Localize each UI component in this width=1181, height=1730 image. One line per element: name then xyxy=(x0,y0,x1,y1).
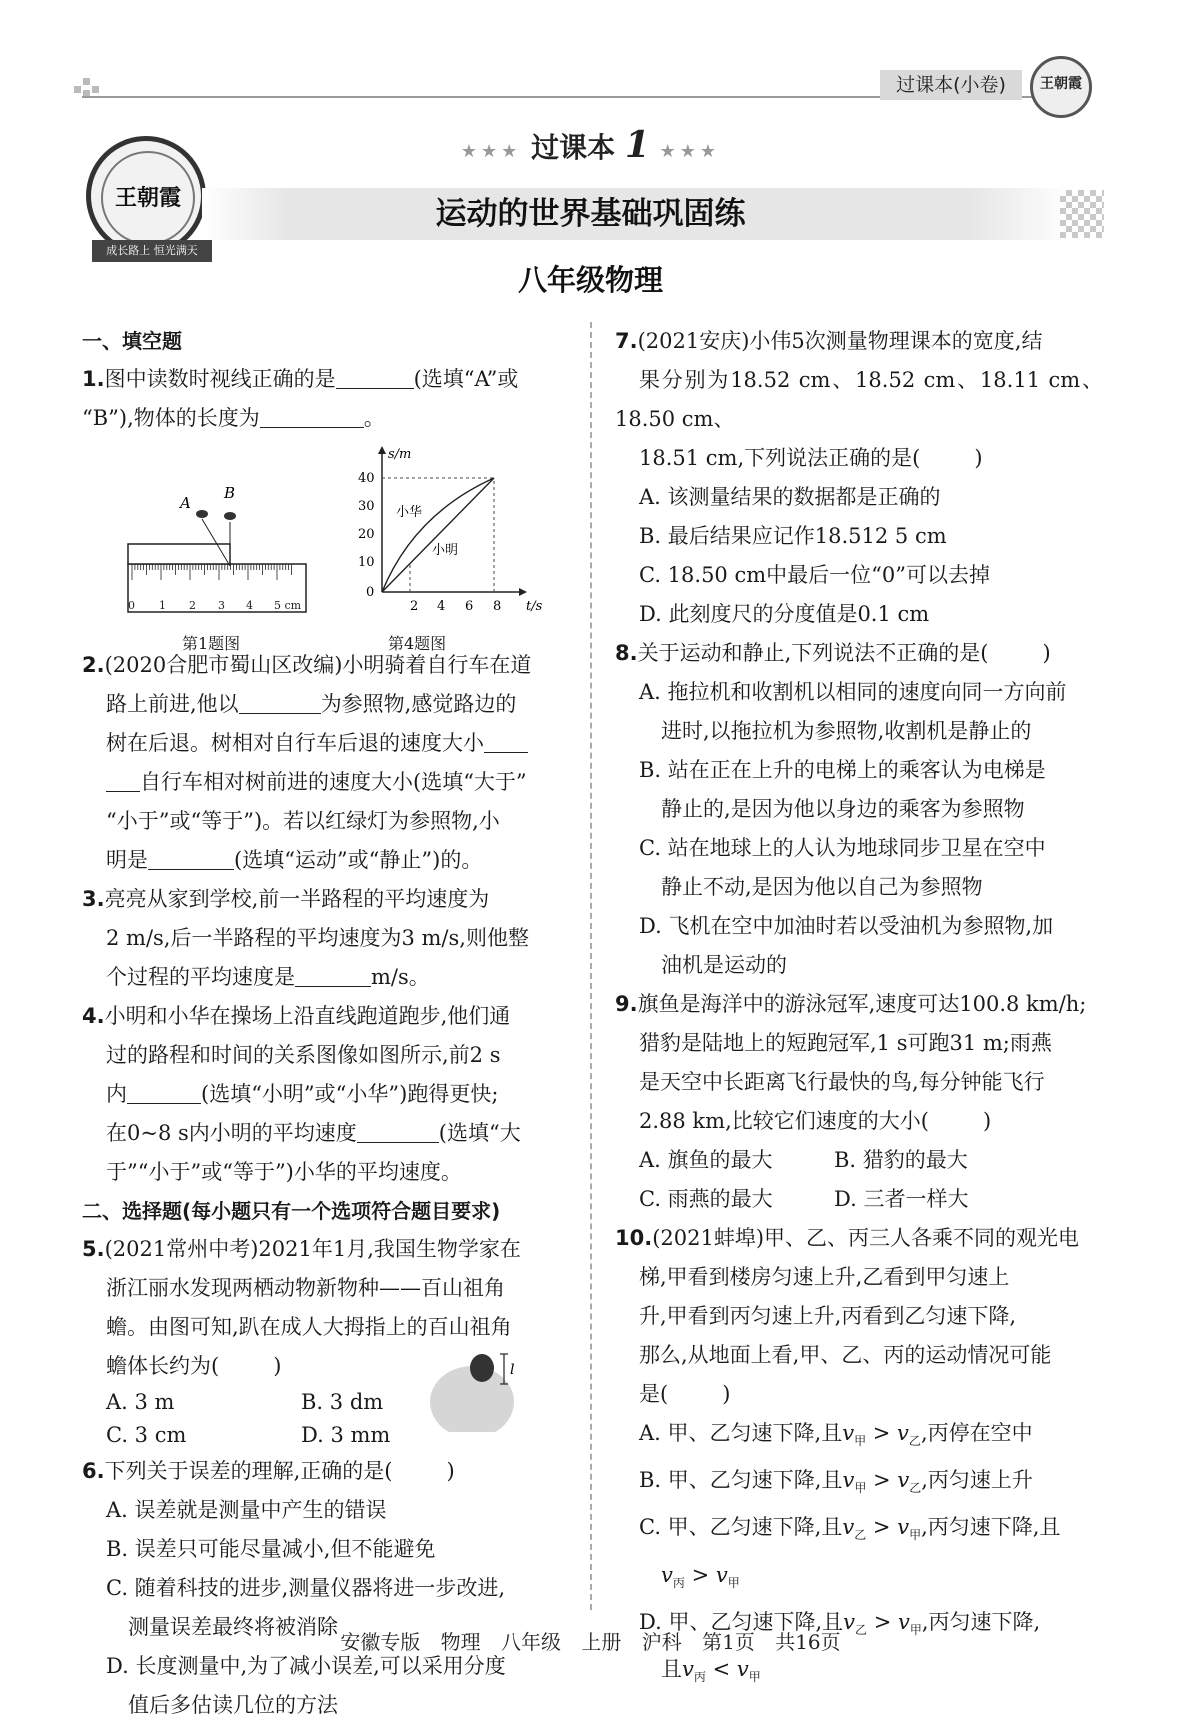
q4-text: (选填“大 xyxy=(438,1121,521,1145)
eye-b-icon xyxy=(224,512,236,520)
question-6 xyxy=(82,1452,570,1725)
option-a[interactable]: A. 误差就是测量中产生的错误 xyxy=(106,1498,387,1522)
thumb-toad-figure xyxy=(422,1342,532,1432)
option-d-line: 油机是运动的 xyxy=(661,953,787,977)
var-v: v xyxy=(842,1468,855,1493)
y-axis-label: s/m xyxy=(388,447,412,462)
label-xiaohua: 小华 xyxy=(396,505,423,520)
option-text: ,丙匀速下降,且 xyxy=(921,1515,1061,1540)
q2-text: (选填“运动”或“静止”)的。 xyxy=(234,848,483,872)
question-number: 4. xyxy=(82,1004,105,1028)
kicker-text: 过课本 xyxy=(531,131,616,164)
y-tick: 0 xyxy=(366,585,375,600)
q3-text: m/s。 xyxy=(371,965,430,989)
question-number: 9. xyxy=(615,992,638,1016)
q4-text: 过的路程和时间的关系图像如图所示,前2 s xyxy=(106,1043,501,1067)
answer-blank[interactable] xyxy=(357,1121,439,1143)
option-a[interactable]: A. 甲、乙匀速下降,且$v_甲 > v_乙$,丙停在空中 xyxy=(639,1421,1033,1449)
question-number: 8. xyxy=(615,641,638,665)
page-subtitle: 八年级物理 xyxy=(517,263,663,297)
corner-dots xyxy=(74,74,104,98)
question-9 xyxy=(615,985,1103,1219)
q2-text: 路上前进,他以 xyxy=(106,692,239,716)
line-xiaoming xyxy=(382,478,494,592)
figures-row xyxy=(82,444,570,653)
option-b[interactable]: B. 3 dm xyxy=(301,1390,384,1414)
var-v: v xyxy=(843,1609,855,1634)
figure-1-ruler xyxy=(122,474,322,624)
eye-a-icon xyxy=(196,510,208,518)
section-multiple-choice: 二、选择题(每小题只有一个选项符合题目要求) xyxy=(82,1199,501,1223)
q5-text: 蟾体长约为( xyxy=(106,1354,220,1378)
q7-text: (2021安庆)小伟5次测量物理课本的宽度,结 xyxy=(637,329,1043,353)
q6-text: ) xyxy=(446,1459,455,1483)
var-v: v xyxy=(715,1562,728,1587)
question-8 xyxy=(615,634,1103,985)
y-tick: 20 xyxy=(358,527,375,542)
question-7 xyxy=(615,322,1103,634)
q7-text: 果分别为18.52 cm、18.52 cm、18.11 cm、18.50 cm、 xyxy=(615,368,1103,431)
answer-blank[interactable] xyxy=(484,731,528,753)
q5-text: 蟾。由图可知,趴在成人大拇指上的百山祖角 xyxy=(106,1315,512,1339)
brand-badge-small: 王朝霞 xyxy=(1030,56,1092,118)
q3-text: 2 m/s,后一半路程的平均速度为3 m/s,则他整 xyxy=(106,926,529,950)
tick-label: 1 xyxy=(159,599,166,612)
option-b[interactable]: B. 最后结果应记作18.512 5 cm xyxy=(639,524,947,548)
section-fill-blank: 一、填空题 xyxy=(82,329,182,353)
option-b-line: 静止的,是因为他以身边的乘客为参照物 xyxy=(661,797,1025,821)
sub-jia: 甲 xyxy=(854,1481,867,1496)
q9-text: ) xyxy=(982,1109,992,1133)
q4-text: 于”“小于”或“等于”)小华的平均速度。 xyxy=(106,1160,462,1184)
var-v: v xyxy=(897,1515,910,1540)
q9-text: 旗鱼是海洋中的游泳冠军,速度可达100.8 km/h; xyxy=(637,992,1087,1016)
option-text: C. 甲、乙匀速下降,且 xyxy=(639,1515,843,1540)
option-text: ,丙停在空中 xyxy=(920,1421,1033,1445)
tick-label: 2 xyxy=(189,599,196,612)
y-tick: 40 xyxy=(358,471,375,486)
label-xiaoming: 小明 xyxy=(432,543,459,558)
x-tick: 4 xyxy=(437,599,446,614)
sub-bing: 丙 xyxy=(693,1670,706,1685)
x-tick-labels xyxy=(410,599,501,614)
q3-text: 个过程的平均速度是 xyxy=(106,965,295,989)
var-v: v xyxy=(842,1515,855,1540)
option-text: 且 xyxy=(661,1656,682,1681)
option-d[interactable]: D. 三者一样大 xyxy=(834,1187,969,1211)
q4-text: 在0~8 s内小明的平均速度 xyxy=(106,1121,357,1145)
right-column xyxy=(615,322,1103,1697)
option-text: B. 甲、乙匀速下降,且 xyxy=(639,1468,843,1493)
label-a: A xyxy=(180,494,191,512)
q5-text: 浙江丽水发现两栖动物新物种——百山祖角 xyxy=(106,1276,505,1300)
var-v: v xyxy=(897,1609,910,1634)
page-title: 运动的世界基础巩固练 xyxy=(435,196,746,232)
answer-blank[interactable] xyxy=(148,848,234,870)
q10-text: 那么,从地面上看,甲、乙、丙的运动情况可能 xyxy=(639,1343,1052,1367)
thumb-icon xyxy=(430,1366,514,1432)
left-column xyxy=(82,322,570,1725)
x-tick: 8 xyxy=(493,599,502,614)
option-a-line: 进时,以拖拉机为参照物,收割机是静止的 xyxy=(661,719,1032,743)
tick-label: 0 xyxy=(128,599,135,612)
option-text: A. 甲、乙匀速下降,且 xyxy=(639,1421,843,1445)
option-c[interactable]: C. 18.50 cm中最后一位“0”可以去掉 xyxy=(639,563,990,587)
option-a[interactable]: A. 3 m xyxy=(106,1390,175,1414)
option-c[interactable]: C. 3 cm xyxy=(106,1423,187,1447)
q5-text: ) xyxy=(273,1354,282,1378)
q9-options-row xyxy=(615,1141,1103,1180)
answer-blank[interactable] xyxy=(295,965,371,987)
question-number: 2. xyxy=(82,653,105,677)
q1-text: “B”),物体的长度为 xyxy=(82,406,260,430)
x-axis-label: t/s xyxy=(526,599,543,614)
question-number: 6. xyxy=(82,1459,105,1483)
sub-yi: 乙 xyxy=(855,1622,868,1637)
option-d[interactable] xyxy=(82,1647,570,1725)
q4-text: 内 xyxy=(106,1082,127,1106)
q1-text: (选填“A”或 xyxy=(413,367,519,391)
sub-jia: 甲 xyxy=(748,1670,761,1685)
q7-text: 18.51 cm,下列说法正确的是( xyxy=(639,446,921,470)
question-number: 5. xyxy=(82,1237,105,1261)
x-tick: 2 xyxy=(410,599,419,614)
tick-label: 3 xyxy=(218,599,225,612)
question-2 xyxy=(82,646,570,880)
q2-text: 树在后退。树相对自行车后退的速度大小 xyxy=(106,731,484,755)
option-c-line: C. 站在地球上的人认为地球同步卫星在空中 xyxy=(639,836,1046,860)
measured-object xyxy=(128,544,230,564)
var-v: v xyxy=(682,1656,694,1681)
q4-text: (选填“小明”或“小华”)跑得更快; xyxy=(201,1082,499,1106)
q2-text: “小于”或“等于”)。若以红绿灯为参照物,小 xyxy=(106,809,500,833)
option-d[interactable]: D. 3 mm xyxy=(301,1423,391,1447)
var-v: v xyxy=(661,1562,673,1587)
option-d-line: D. 长度测量中,为了减小误差,可以采用分度 xyxy=(106,1654,506,1678)
answer-blank[interactable] xyxy=(260,406,364,428)
option-text: ,丙匀速上升 xyxy=(921,1468,1033,1493)
figure-1-caption: 第1题图 xyxy=(182,634,241,653)
option-c-line: 静止不动,是因为他以自己为参照物 xyxy=(661,875,983,899)
option-d[interactable]: D. 此刻度尺的分度值是0.1 cm xyxy=(639,602,930,626)
q5-text: (2021常州中考)2021年1月,我国生物学家在 xyxy=(104,1237,521,1261)
column-divider xyxy=(590,322,592,1610)
option-a[interactable]: A. 旗鱼的最大 xyxy=(639,1148,773,1172)
q2-text: 自行车相对树前进的速度大小(选填“大于” xyxy=(140,770,527,794)
option-c[interactable]: C. 甲、乙匀速下降,且$v_乙 > v_甲$,丙匀速下降,且 $v_丙 > v_甲$ xyxy=(639,1515,1061,1590)
q9-options-row xyxy=(615,1180,1103,1219)
brand-slogan: 成长路上 恒光满天 xyxy=(92,240,212,262)
page-footer: 安徽专版 物理 八年级 上册 沪科 第1页 共16页 xyxy=(340,1630,841,1654)
q6-text: 下列关于误差的理解,正确的是( xyxy=(104,1459,393,1483)
figure-4-caption: 第4题图 xyxy=(388,634,447,653)
option-d-line: D. 飞机在空中加油时若以受油机为参照物,加 xyxy=(639,914,1054,938)
answer-blank[interactable] xyxy=(106,770,140,792)
y-tick: 30 xyxy=(358,499,375,514)
question-5 xyxy=(82,1230,570,1452)
figure-4-graph xyxy=(344,444,544,626)
section-kicker: ★★★ 过课本 1 ★★★ xyxy=(460,124,721,166)
option-a[interactable] xyxy=(615,673,1103,751)
header-tab: 过课本(小卷) xyxy=(880,70,1022,100)
answer-blank[interactable] xyxy=(239,692,321,714)
q9-text: 2.88 km,比较它们速度的大小( xyxy=(639,1109,929,1133)
answer-blank[interactable] xyxy=(127,1082,201,1104)
question-4 xyxy=(82,997,570,1192)
length-label: l xyxy=(510,1362,515,1378)
y-tick-labels xyxy=(358,471,375,600)
brand-logo-text: 王朝霞 xyxy=(101,151,195,245)
x-tick: 6 xyxy=(465,599,474,614)
sub-yi: 乙 xyxy=(909,1481,922,1496)
y-axis-arrow-icon xyxy=(378,446,386,454)
q1-text: 图中读数时视线正确的是 xyxy=(104,367,336,391)
q1-text: 。 xyxy=(363,406,385,430)
q4-text: 小明和小华在操场上沿直线跑道跑步,他们通 xyxy=(104,1004,511,1028)
option-c[interactable]: C. 雨燕的最大 xyxy=(639,1187,773,1211)
kicker-number: 1 xyxy=(624,124,650,166)
q8-text: ) xyxy=(1042,641,1051,665)
question-number: 7. xyxy=(615,329,638,353)
q2-text: 明是 xyxy=(106,848,148,872)
sub-jia: 甲 xyxy=(909,1528,922,1543)
q2-text: (2020合肥市蜀山区改编)小明骑着自行车在道 xyxy=(104,653,532,677)
tick-label: 4 xyxy=(246,599,253,612)
q7-text: ) xyxy=(974,446,983,470)
y-tick: 10 xyxy=(358,555,375,570)
option-d-line: 值后多估读几位的方法 xyxy=(128,1693,338,1717)
option-text: D. 甲、乙匀速下降,且 xyxy=(639,1609,844,1634)
q10-text: (2021蚌埠)甲、乙、丙三人各乘不同的观光电 xyxy=(652,1226,1080,1250)
option-b[interactable]: B. 猎豹的最大 xyxy=(834,1148,968,1172)
option-b-line: B. 站在正在上升的电梯上的乘客认为电梯是 xyxy=(639,758,1046,782)
sub-jia: 甲 xyxy=(854,1434,867,1449)
option-c-line: C. 随着科技的进步,测量仪器将进一步改进, xyxy=(106,1576,506,1600)
option-b[interactable]: B. 误差只可能尽量减小,但不能避免 xyxy=(106,1537,436,1561)
q10-text: ) xyxy=(722,1382,731,1406)
question-number: 3. xyxy=(82,887,105,911)
option-b[interactable] xyxy=(615,751,1103,829)
x-axis-arrow-icon xyxy=(519,588,527,596)
question-1 xyxy=(82,360,570,438)
option-c[interactable] xyxy=(615,829,1103,907)
option-c-line: 测量误差最终将被消除 xyxy=(128,1615,338,1639)
q9-text: 是天空中长距离飞行最快的鸟,每分钟能飞行 xyxy=(639,1070,1045,1094)
q2-text: 为参照物,感觉路边的 xyxy=(320,692,517,716)
tick-label: 5 cm xyxy=(274,599,302,612)
sub-yi: 乙 xyxy=(908,1434,921,1449)
sub-jia: 甲 xyxy=(909,1622,922,1637)
q3-text: 亮亮从家到学校,前一半路程的平均速度为 xyxy=(104,887,490,911)
question-3 xyxy=(82,880,570,997)
option-d[interactable] xyxy=(615,907,1103,985)
toad-icon xyxy=(470,1354,494,1382)
option-a[interactable]: A. 该测量结果的数据都是正确的 xyxy=(639,485,941,509)
label-b: B xyxy=(224,484,236,502)
sub-jia: 甲 xyxy=(727,1575,740,1590)
option-d[interactable]: D. 甲、乙匀速下降,且$v_乙 > v_甲$,丙匀速下降, 且$v_丙 < v_甲$ xyxy=(639,1609,1041,1685)
var-v: v xyxy=(736,1656,749,1681)
q9-text: 猎豹是陆地上的短跑冠军,1 s可跑31 m;雨燕 xyxy=(639,1031,1052,1055)
var-v: v xyxy=(897,1468,910,1493)
option-a-line: A. 拖拉机和收割机以相同的速度向同一方向前 xyxy=(639,680,1067,704)
q8-text: 关于运动和静止,下列说法不正确的是( xyxy=(637,641,989,665)
q10-text: 梯,甲看到楼房匀速上升,乙看到甲匀速上 xyxy=(639,1265,1010,1289)
var-v: v xyxy=(842,1421,855,1445)
option-text: ,丙匀速下降, xyxy=(921,1609,1041,1634)
q10-text: 是( xyxy=(639,1382,669,1406)
sub-bing: 丙 xyxy=(672,1575,685,1590)
answer-blank[interactable] xyxy=(336,367,414,389)
question-number: 10. xyxy=(615,1226,653,1250)
option-b[interactable]: B. 甲、乙匀速下降,且$v_甲 > v_乙$,丙匀速上升 xyxy=(639,1468,1033,1496)
question-number: 1. xyxy=(82,367,105,391)
sub-yi: 乙 xyxy=(854,1528,867,1543)
var-v: v xyxy=(897,1421,909,1445)
q10-text: 升,甲看到丙匀速上升,丙看到乙匀速下降, xyxy=(639,1304,1017,1328)
